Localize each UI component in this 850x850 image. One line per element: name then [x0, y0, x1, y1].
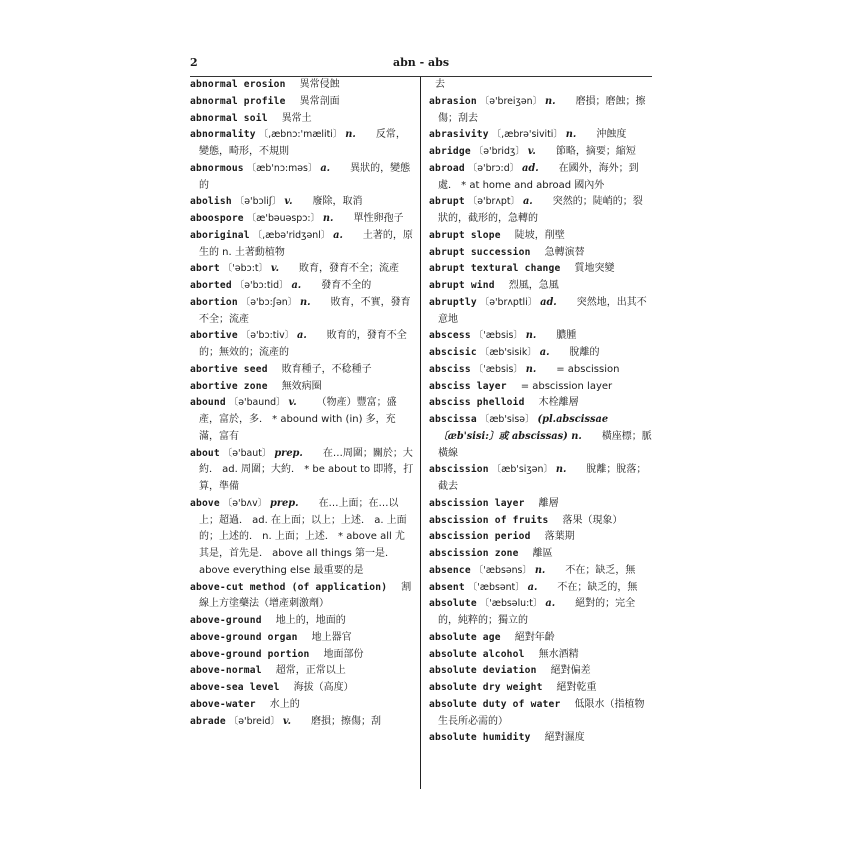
dictionary-entry: [190, 613, 414, 630]
definition: 在國外，海外；到處． * at home and abroad 國內外: [438, 162, 639, 191]
headword: abscission layer: [429, 497, 525, 509]
definition: 異狀的，變態的: [199, 162, 411, 191]
part-of-speech: n.: [525, 330, 537, 342]
dictionary-entry: [429, 596, 652, 630]
pronunciation: 〔'æbsənt〕: [467, 581, 525, 593]
headword: abortion: [190, 296, 238, 308]
headword: abscission zone: [429, 548, 519, 559]
definition: 在…周圍；關於；大約． ad. 周圍；大約． * be about to 即將，打算，準備: [199, 447, 414, 492]
headword: absolute duty of water: [429, 698, 561, 710]
definition: 在…上面；在…以上；超過． ad. 在上面；以上；上述． a. 上面的；上述的． n. 上面；上述． * above all 尤其是，首先是． above all things 第一是． above everything else 最重要的是: [199, 497, 407, 576]
part-of-speech: a.: [297, 330, 307, 342]
pronunciation: 〔æb'siʒən〕: [491, 464, 553, 476]
pronunciation: 〔'æbsis〕: [473, 363, 523, 375]
definition: 敗育種子，不稔種子: [281, 363, 372, 375]
definition: 土著的，原生的 n. 土著動植物: [199, 229, 413, 258]
headword: above-ground: [190, 615, 262, 626]
pronunciation: 〔,æbə'ridʒənl〕: [252, 229, 331, 241]
headword: above-normal: [190, 665, 262, 677]
headword: abnormal soil: [190, 112, 268, 124]
part-of-speech: a.: [320, 162, 331, 174]
definition: 異常土: [281, 112, 312, 124]
dictionary-entry: [429, 412, 652, 462]
headword: absolute age: [429, 631, 501, 643]
definition: = abscission: [556, 363, 620, 375]
definition: 水上的: [269, 698, 300, 710]
dictionary-entry: [429, 245, 652, 262]
headword: above-cut method (of application): [190, 581, 388, 593]
pronunciation: 〔ə'baund〕: [228, 397, 286, 409]
dictionary-entry: [190, 496, 414, 580]
headword: abscission period: [429, 531, 531, 543]
dictionary-entry: [429, 261, 652, 278]
headword: absolute dry weight: [429, 682, 543, 693]
definition: 廢除，取消: [312, 196, 363, 208]
definition: 沖蝕度: [596, 129, 627, 141]
dictionary-entry: [429, 513, 652, 530]
pronunciation: 〔ə'brʌpt〕: [467, 196, 520, 208]
dictionary-entry: [190, 630, 414, 647]
dictionary-entry: [190, 663, 414, 680]
page-number: 2: [190, 56, 198, 69]
definition: 異常侵蝕: [299, 79, 340, 90]
dictionary-entry: [190, 395, 414, 445]
part-of-speech: n.: [565, 129, 577, 141]
dictionary-entry: [190, 278, 414, 295]
headword: abscess: [429, 330, 471, 342]
dictionary-entry: [190, 714, 414, 731]
definition: 質地突變: [574, 263, 615, 275]
definition: 離層: [538, 497, 559, 509]
definition: 膿腫: [556, 330, 577, 342]
continuation-text: 去: [435, 79, 445, 90]
dictionary-entry: [429, 496, 652, 513]
pronunciation: 〔ə'bɔ:ʃən〕: [240, 296, 298, 308]
definition: 突然地，出其不意地: [438, 296, 647, 325]
headword: abrasion: [429, 95, 477, 107]
dictionary-entry: [429, 127, 652, 144]
headword: abortive seed: [190, 363, 268, 375]
definition: 發育不全的: [321, 280, 372, 291]
part-of-speech: v.: [282, 715, 292, 727]
pronunciation: 〔ə'bɔ:tiv〕: [240, 330, 294, 342]
definition: 低限水（指植物生長所必需的）: [438, 698, 645, 727]
part-of-speech: (pl.abscissae 〔æb'sisi:〕或 abscissas) n.: [438, 414, 609, 442]
part-of-speech: ad.: [540, 296, 557, 308]
pronunciation: 〔ə'baut〕: [222, 447, 272, 459]
headword: abscission of fruits: [429, 514, 549, 526]
dictionary-entry: [429, 730, 652, 747]
headword: abrupt succession: [429, 246, 531, 258]
dictionary-entry: [190, 161, 414, 195]
dictionary-entry: [190, 211, 414, 228]
headword: above-sea level: [190, 682, 280, 693]
pronunciation: 〔ə'bridʒ〕: [473, 146, 525, 157]
definition: 陡坡，削壁: [514, 229, 565, 241]
definition: 節略，摘要；縮短: [555, 146, 636, 157]
part-of-speech: v.: [270, 263, 280, 275]
headword: absolute alcohol: [429, 648, 525, 660]
pronunciation: 〔ə'brʌptli〕: [479, 296, 538, 308]
headword: abrupt wind: [429, 280, 495, 291]
dictionary-entry: [429, 529, 652, 546]
page-header: [190, 56, 652, 74]
dictionary-entry: [429, 680, 652, 697]
part-of-speech: prep.: [270, 497, 299, 509]
headword: aborted: [190, 280, 232, 291]
definition: 絕對乾重: [556, 682, 597, 693]
definition: = abscission layer: [520, 380, 613, 392]
definition: 烈風，急風: [508, 280, 559, 291]
page-range-guide: abn - abs: [392, 56, 450, 69]
headword: above-ground portion: [190, 648, 310, 660]
definition: 落葉期: [544, 531, 575, 543]
part-of-speech: n.: [555, 464, 567, 476]
dictionary-entry: [190, 328, 414, 362]
headword: abruptly: [429, 296, 477, 308]
part-of-speech: v.: [284, 196, 293, 208]
dictionary-entry: [190, 697, 414, 714]
dictionary-entry: [429, 328, 652, 345]
definition: 磨損；磨蝕；擦傷；刮去: [438, 95, 646, 124]
dictionary-entry: [190, 295, 414, 329]
definition: 地上的，地面的: [275, 615, 346, 626]
definition: 無水酒精: [538, 648, 579, 660]
pronunciation: 〔ə'bɔ:tid〕: [234, 280, 289, 291]
headword: abortive zone: [190, 380, 268, 392]
headword: abrupt textural change: [429, 263, 561, 275]
dictionary-entry: [190, 680, 414, 697]
headword: absolute: [429, 598, 477, 610]
headword: aboospore: [190, 213, 244, 224]
dictionary-entry: [429, 563, 652, 580]
definition: 不在；缺乏，無: [565, 564, 636, 576]
part-of-speech: a.: [545, 598, 556, 610]
dictionary-entry: [429, 647, 652, 664]
part-of-speech: a.: [522, 196, 533, 208]
dictionary-entry: [429, 580, 652, 597]
headword: abscisic: [429, 347, 477, 358]
dictionary-entry: [429, 663, 652, 680]
definition: 敗育，不實，發育不全；流產: [199, 296, 411, 325]
definition: 離區: [532, 548, 553, 559]
definition: 反常，變態，畸形，不規則: [199, 129, 406, 157]
headword: absent: [429, 581, 465, 593]
headword: abrupt: [429, 196, 465, 208]
part-of-speech: n.: [545, 95, 556, 107]
headword: abscission: [429, 464, 489, 476]
dictionary-entry: [190, 446, 414, 496]
definition: 割線上方塗藥法（增產刺激劑）: [199, 581, 412, 610]
headword: abound: [190, 397, 226, 409]
dictionary-entry: [429, 144, 652, 161]
part-of-speech: n.: [345, 129, 356, 141]
dictionary-entry: [429, 362, 652, 379]
dictionary-entry: [429, 379, 652, 396]
headword: above-ground organ: [190, 631, 298, 643]
definition: 絕對年齡: [514, 631, 555, 643]
part-of-speech: ad.: [522, 162, 539, 174]
headword: abrade: [190, 715, 226, 727]
dictionary-entry: [429, 94, 652, 128]
part-of-speech: prep.: [274, 447, 303, 459]
headword: absolute deviation: [429, 665, 537, 677]
definition: （物產）豐富；盛產，富於，多． * abound with (in) 多，充滿，富有: [199, 397, 397, 442]
pronunciation: 〔,æbrə'siviti〕: [491, 129, 563, 141]
dictionary-entry: [429, 697, 652, 731]
definition: 突然的；陡峭的；裂狀的，截形的，急轉的: [438, 196, 643, 224]
definition: 單性卵孢子: [353, 213, 404, 224]
pronunciation: 〔'æbsis〕: [473, 330, 523, 342]
dictionary-entry: [190, 261, 414, 278]
definition: 木栓離層: [538, 397, 579, 409]
definition: 脫離的: [569, 347, 600, 358]
headword: absence: [429, 564, 471, 576]
headword: above-water: [190, 698, 256, 710]
headword: abnormal profile: [190, 95, 286, 107]
left-column: [190, 77, 421, 789]
dictionary-entry: [190, 194, 414, 211]
headword: aboriginal: [190, 229, 250, 241]
part-of-speech: v.: [288, 397, 297, 409]
definition: 不在；缺乏的，無: [557, 581, 638, 593]
pronunciation: 〔æb'nɔ:məs〕: [246, 162, 318, 174]
definition: 橫座標；脈橫線: [438, 430, 652, 459]
pronunciation: 〔'æbsəns〕: [473, 564, 532, 576]
definition: 絕對濕度: [544, 732, 585, 744]
right-column: [421, 77, 652, 789]
definition: 異常剖面: [299, 95, 340, 107]
definition: 敗育，發育不全；流產: [299, 263, 400, 275]
pronunciation: 〔æb'sisə〕: [479, 414, 535, 425]
dictionary-entry: [429, 345, 652, 362]
pronunciation: 〔'əbɔ:t〕: [222, 263, 268, 275]
dictionary-entry: [190, 647, 414, 664]
definition: 海拔（高度）: [293, 682, 354, 693]
pronunciation: 〔,æbnɔ:'mæliti〕: [258, 129, 343, 141]
pronunciation: 〔ə'bɔliʃ〕: [234, 196, 282, 208]
part-of-speech: n.: [525, 363, 537, 375]
dictionary-entry: [190, 77, 414, 94]
part-of-speech: n.: [300, 296, 311, 308]
dictionary-entry: [429, 630, 652, 647]
headword: absciss phelloid: [429, 397, 525, 409]
definition: 敗育的，發育不全的；無效的；流產的: [199, 330, 407, 358]
dictionary-entry: [429, 395, 652, 412]
part-of-speech: n.: [322, 213, 334, 224]
dictionary-entry: [190, 127, 414, 161]
pronunciation: 〔æ'bəuəspɔ:〕: [246, 213, 320, 224]
headword: abroad: [429, 162, 465, 174]
definition: 絕對偏差: [550, 665, 591, 677]
part-of-speech: v.: [527, 146, 536, 157]
headword: about: [190, 447, 220, 459]
headword: abnormal erosion: [190, 79, 286, 90]
headword: absciss layer: [429, 380, 507, 392]
headword: absciss: [429, 363, 471, 375]
dictionary-entry: [190, 379, 414, 396]
definition: 落果（現象）: [562, 514, 623, 526]
part-of-speech: n.: [534, 564, 546, 576]
headword: abolish: [190, 196, 232, 208]
headword: abort: [190, 263, 220, 275]
dictionary-entry: [190, 94, 414, 111]
dictionary-entry: [190, 580, 414, 614]
dictionary-entry: [429, 228, 652, 245]
headword: abnormous: [190, 162, 244, 174]
dictionary-entry: [190, 111, 414, 128]
part-of-speech: a.: [539, 347, 550, 358]
definition: 脫離；脫落；截去: [438, 464, 647, 492]
headword: abridge: [429, 146, 471, 157]
dictionary-entry: [429, 462, 652, 496]
definition: 超常，正常以上: [275, 665, 346, 677]
definition: 急轉演替: [544, 246, 585, 258]
definition: 地上器官: [311, 631, 352, 643]
headword: abortive: [190, 330, 238, 342]
pronunciation: 〔ə'breid〕: [228, 715, 280, 727]
part-of-speech: a.: [527, 581, 538, 593]
dictionary-entry: [429, 194, 652, 228]
columns: [190, 77, 652, 789]
headword: abrupt slope: [429, 229, 501, 241]
definition: 絕對的；完全的，純粹的；獨立的: [438, 598, 636, 626]
dictionary-page: [190, 56, 652, 789]
pronunciation: 〔æb'sisik〕: [479, 347, 537, 358]
dictionary-entry: [429, 295, 652, 329]
pronunciation: 〔'æbsəlu:t〕: [479, 598, 543, 610]
headword: above: [190, 497, 220, 509]
pronunciation: 〔ə'breiʒən〕: [479, 95, 543, 107]
part-of-speech: a.: [291, 280, 302, 291]
dictionary-entry: [190, 228, 414, 262]
definition: 無效病圈: [281, 380, 322, 392]
pronunciation: 〔ə'bʌv〕: [222, 497, 268, 509]
part-of-speech: a.: [333, 229, 343, 241]
dictionary-entry: [429, 161, 652, 195]
definition: 磨損；擦傷；刮: [311, 715, 382, 727]
dictionary-entry: [429, 546, 652, 563]
headword: absolute humidity: [429, 732, 531, 744]
dictionary-entry: [429, 278, 652, 295]
pronunciation: 〔ə'brɔ:d〕: [467, 162, 520, 174]
headword: abscissa: [429, 414, 477, 425]
headword: abnormality: [190, 129, 256, 141]
definition: 地面部份: [323, 648, 364, 660]
headword: abrasivity: [429, 129, 489, 141]
dictionary-entry: [190, 362, 414, 379]
